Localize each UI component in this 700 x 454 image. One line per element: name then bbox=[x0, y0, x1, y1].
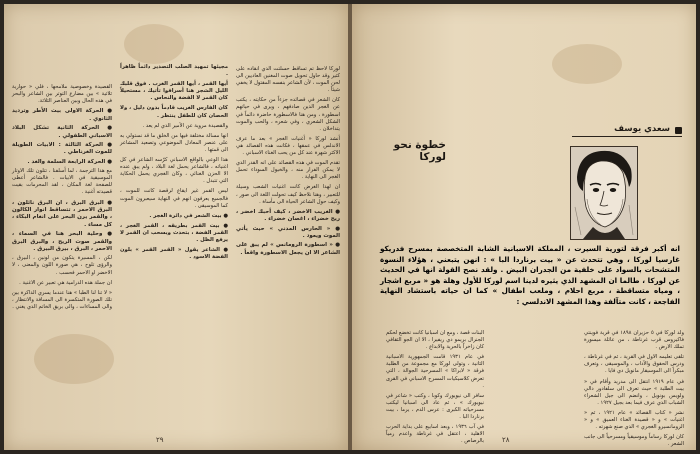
paragraph: كان الشعر في قصائده جزءاً من حكايته ، يكتب عن الغجر الذين صادفهم ، ويرى في حياتهم اسطورة ، ومن هنا فالاسطورة حاضرة دائماً في الشكل الشعري ، وفي شعره ، والحب والموت يتداخلان . bbox=[236, 97, 340, 132]
portrait-image bbox=[570, 146, 638, 240]
paragraph: ● البرق البرق ، ان البرق نائلون ، البرق الاحمر ، تتساقط انوار الكالون ، والقمر يرن البحر على انغام البكاء ، كل مساء . bbox=[12, 199, 112, 228]
lead-paragraph bbox=[380, 244, 680, 308]
paragraph: القصيدة وخصوصية ملامحها ، فلي « حوارية ثلاثية » بين مضارع التوتر بين الشاعر والبحر في هذه الحال وبين العناصر الثلاثة. bbox=[12, 84, 112, 105]
paragraph: ان جملة هذه الدرامية هي تعبير عن الاغنية . bbox=[19, 279, 112, 286]
lead-text: انه أكبر فرقة لتورية السيرت ، المملكة الاسبانية الشابة المتخصصة بمسرح فدريكو غارسيا لوركا ، وهي تتحدث عن « بيت برناردا البا » : انهن يتبعني ، هؤلاء النسوة المتشحات بالسواد على خلفية من الجدران البيض . ولقد نصح القولة انها في الحديث عن لوركا ، طالما ان المشهد الذي يثيره لدينا اسم لوركا للأول وهلة هو « مربع اشجار ، ومياه متساقطة ، مربع احلام ، وملعب اطفال » كما ان حياته باستشاد النهاية الفاجعة ، كانت متآلفة وهذا المشهد الاندلسي : bbox=[380, 244, 680, 306]
paragraph: نشر « كتاب القصائد » عام ١٩٢١ ، ثم « اغنيات » و « قصيدة الغناء العميق » و « الرومانسيرو الغجري » الذي صنع شهرته . bbox=[584, 409, 684, 431]
paper-stain bbox=[34, 334, 114, 384]
paragraph: لوركا لاحظ تم تساقط حسلتت الذي انقاده على كثير وقد حاول تحويل صوت المغنين العاديين الى لحن الموت ، لأن الشاعر بنفسه المقتول لا يخفي شيئاً . bbox=[236, 66, 340, 94]
author-bar bbox=[572, 126, 682, 137]
paper-stain bbox=[552, 44, 622, 84]
paragraph: ● « اسطورة الرومانس » لم يبق على الشاعر الا ان يجعل الاسطورة واقعاً . bbox=[236, 242, 340, 256]
paragraph: ● الحركة الثانية تشكل البلاد الاسباني الطفولي . bbox=[12, 125, 112, 139]
right-page-column-left bbox=[386, 330, 484, 448]
right-page-column-right bbox=[584, 330, 684, 451]
paragraph: لكن ، المسيرة يتكون من لونين ، البيرق ، والرؤى تلوح ، هي صورة اللون والمعنى ، لا الاخضر او الاحمر فحسب . bbox=[12, 255, 112, 276]
paragraph: ● الشاعر يقول « القمر القمر » بلون الفضة الاسود . bbox=[120, 247, 228, 261]
paragraph: ● الحركة الاولى بيت الأطر وترديد الثانوي . bbox=[12, 108, 112, 122]
magazine-spread bbox=[4, 4, 696, 450]
article-title: خطوة نحو لوركا bbox=[393, 139, 446, 163]
paragraph: في عام ١٩١٩ انتقل الى مدريد وأقام في « بيت الطلبة » حيث تعرف الى سلفادور دالي ولويس بونويل ، وانضم الى جيل الشعراء الشباب الذي عرف فيما بعد بجيل ١٩٢٧ . bbox=[584, 378, 684, 406]
author-name: سعدي يوسف bbox=[614, 124, 670, 134]
page-number: ٢٨ bbox=[502, 436, 510, 444]
paragraph: أنشد لوركا « أغنيات الغجر » بعد ما عرف الاندلس في عمقها ، فكانت هذه القصائد هي الاكثر شهرة عند كل من يحب الغناء الاسباني . bbox=[236, 135, 340, 157]
paragraph: ولد لوركا في ٥ حزيران ١٨٩٨ في قرية فوينتي فاكيروس قرب غرناطة ، من عائلة ميسورة تملك الارض . bbox=[584, 330, 684, 351]
paragraph: البنات قصة ، ومع ان اسبانيا كانت تخضع لحكم الجنرال بريمو دي ريفيرا ، الا ان الجو الثقافي كان زاخراً بالحرية والابداع . bbox=[386, 330, 484, 351]
paragraph: مجيئها تمهيد الصلب التصدير دائماً ظاهراً . bbox=[120, 64, 228, 78]
paragraph: كان لوركا رساماً وموسيقياً ومسرحياً الى جانب الشعر . bbox=[584, 434, 684, 448]
paragraph: في عام ١٩٣١ قامت الجمهورية الاسبانية الثانية ، وتولى لوركا مع مجموعة من الطلبة فرقة « لابراكا » المسرحية الجوالة ، التي تعرض كلاسيكيات المسرح الاسباني في القرى . bbox=[386, 354, 484, 389]
left-page-column-right bbox=[236, 66, 340, 259]
paragraph: هذا الوعي بالواقع الاسباني كرّسه الشاعر في كل اغنياته ، فالشاعر يحمل لغة البلاد ، ولم يبق عنده الا الحزن الغنائي ، وكان الغجري يحمل الحكاية التي تتبدل . bbox=[120, 157, 228, 185]
left-page-column-middle bbox=[120, 64, 228, 264]
paragraph: ● وحلية البحر هنا في السماء ، والقمر صوت الريح ، والبرق البرق الاحمر ، البرق ، بيرق البيرق . bbox=[12, 231, 112, 252]
paragraph: مع هذا الترجمة ، لما أسلفنا ، تتلون تلك الاوتار الموسيقية في الابيات . فالشاعر أعطى للصفحة لغة المكان ، لقد المحرمات بقيت قصيدته أغنية . bbox=[12, 168, 112, 196]
paragraph: أيها القمر ، أيها القمر الغرب . فوق قلبك الليل الشجر هنا أسرافوا تأتيك ، مستحيلاً كان القمر لا الفضة والنحاس . bbox=[120, 81, 228, 102]
page-number: ٢٩ bbox=[156, 436, 164, 444]
paragraph: تلقى تعليمه الاول في القرية ، ثم في غرناطة ، ودرس الحقوق والآداب ، والموسيقى ، وتعرف مبكراً الى الموسيقار مانويل دي فايا . bbox=[584, 354, 684, 375]
paragraph: ● بيت الشعر في دائرة الغجر . bbox=[149, 212, 228, 219]
paragraph: كان الفارس الغريب قادماً بدون دليل ، ولا الحصان كان للطفل ينتظر . bbox=[120, 105, 228, 119]
left-page-column-left bbox=[12, 84, 112, 314]
portrait-sketch-icon bbox=[571, 147, 637, 239]
paragraph: ● بيت القمر بطريقه ، القمر الغجر ، القمر الفضة ، بتحدث وبسحب ان القمر لا يرفع الظل . bbox=[120, 222, 228, 243]
paper-stain bbox=[124, 24, 184, 64]
paragraph: ● الحركة الرابعة السلمة والغد . bbox=[27, 158, 112, 165]
paragraph: والقصيدة مروية عن الأمير الذي لم يعد . bbox=[142, 122, 228, 129]
paragraph: ● الحركة الثالثة : الابيات الطويلة للموت الغرناطي . bbox=[12, 141, 112, 156]
paragraph: ● الغريب الاخضر ، كيف أحبك اخضر ، ريح خضراء ، اغصان خضراء . bbox=[236, 208, 340, 223]
paragraph: في آب ١٩٣٦ ، وبعد اسابيع على بداية الحرب الاهلية ، اعتقل في غرناطة واعدم رمياً بالرصاص . bbox=[386, 424, 484, 445]
paragraph: ليس القمر غير ايقاع لرقصة كانت للموت ، فالجميع يعرفون انهم في النهاية سيعبرون الموت كما الموسيقى . bbox=[120, 188, 228, 209]
paragraph: ان لهذا الغرض كانت اغنيات الشعب وسيلة للتعبير ، وهنا نلاحظ كيف تحولت اللغة الى صور ، وكيف حول الشاعر الحياة الى مأساة . bbox=[236, 184, 340, 205]
paragraph: « لا تنا لنا الطبا » هنا عندما يسري الذاكرة بين تلك الصورة المتكسرة الى المسافة والانتظار ، والى المساءات ، والى بريق الخاتم الذي يغني . bbox=[12, 289, 112, 310]
paragraph: انها مسالة مختلفة فيها من الخلق ما قد نستولي به على عنصر المعادل الموضوعي وتصعيد المشاعر الى قمتها . bbox=[120, 132, 228, 153]
paragraph: تقدم الموت في هذه القصائد على انه القدر الذي لا يمكن الفرار منه ، والخيول السوداء تحمل الغجر الى النهاية . bbox=[236, 160, 340, 181]
paragraph: ● « الحارس المدني » حيث يأتي الموت ويعود . bbox=[236, 225, 340, 239]
paragraph: سافر الى نيويورك وكوبا ، وكتب « شاعر في نيويورك » ، ثم عاد الى اسبانيا ليكتب مسرحياته الكبرى : عرس الدم ، يرما ، بيت برناردا البا . bbox=[386, 392, 484, 421]
square-bullet-icon bbox=[675, 127, 682, 134]
left-page bbox=[4, 4, 348, 450]
